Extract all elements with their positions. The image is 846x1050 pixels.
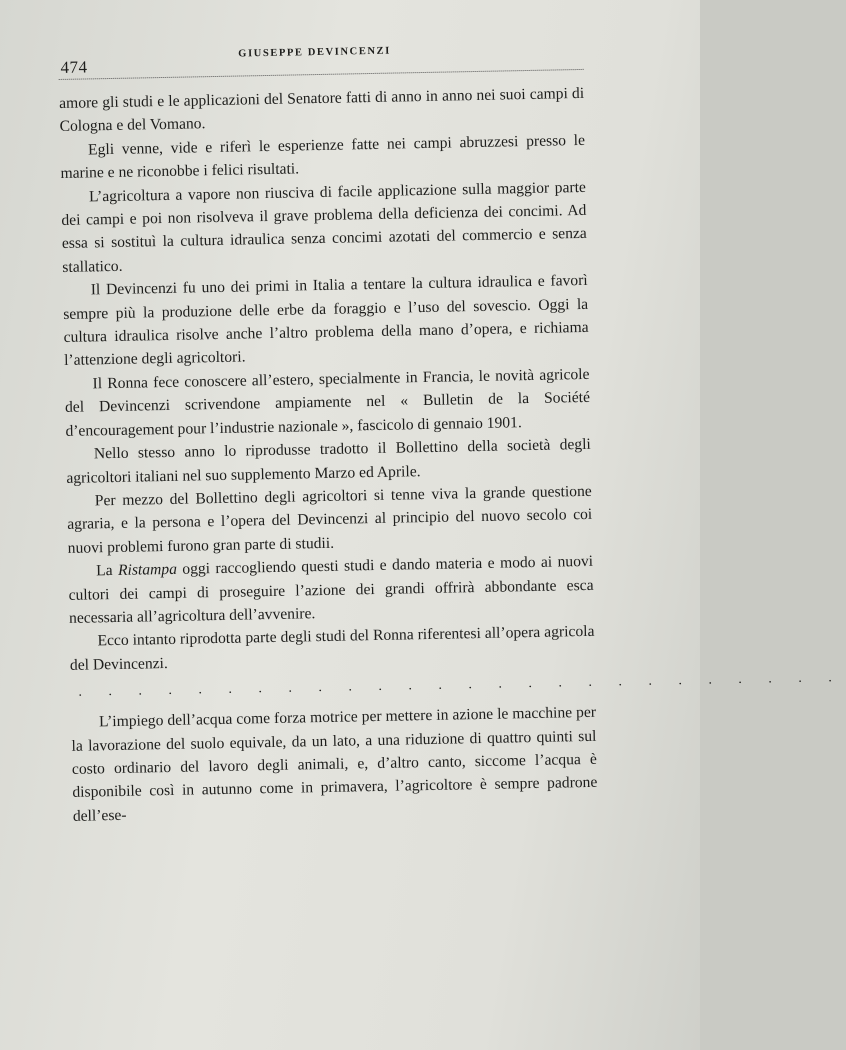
paragraph: Egli venne, vide e riferì le esperienze fatte nei campi abruzzesi presso le marine e ne riconobbe i felici risultati. [60,131,586,183]
running-head: GIUSEPPE DEVINCENZI [238,45,391,60]
page-header [58,32,584,78]
closing-paragraph: L’impiego dell’acqua come forza motrice per mettere in azione le macchine per la lavorazione del suolo equivale, da un lato, a una riduzione di quattro quinti sul costo ordinario del lavoro degli animali, e, d’altro canto, siccome l’acqua è disponibile così in autunno come in primavera, l’agricoltore è sempre padrone dell’ese- [71,703,598,825]
paragraph: Il Devincenzi fu uno dei primi in Italia a tentare la cultura idraulica e favorì sempre più la produzione delle erbe da foraggio e l’uso del sovescio. Oggi la cultura idraulica risolve anche l’altro problema della mano d’opera, e richiama l’attenzione degli agricoltori. [63,272,589,370]
dotted-separator: . . . . . . . . . . . . . . . . . . . . . . . . . . [78,670,844,700]
ristampa-title: Ristampa [117,560,178,580]
paragraph: Per mezzo del Bollettino degli agricoltori si tenne viva la grande questione agraria, e la persona e l’opera del Devincenzi al principio del nuovo secolo coi nuovi problemi furono gran parte di studii. [67,482,593,557]
paragraph: Nello stesso anno lo riprodusse tradotto il Bollettino della società degli agricoltori italiani nel suo supplemento Marzo ed Aprile. [66,435,591,487]
header-rule [59,69,584,80]
ristampa-suffix: oggi raccogliendo questi studi e dando materia e modo ai nuovi cultori dei campi di proseguire l’azione dei grandi offrirà abbondante esca necessaria all’agricoltura dell’avvenire. [68,552,594,627]
paragraph-continued: amore gli studi e le applicazioni del Senatore fatti di anno in anno nei suoi campi di Cologna e del Vomano. [59,84,585,136]
paragraph: Ecco intanto riprodotta parte degli studi del Ronna riferentesi all’opera agricola del Devincenzi. [69,623,595,674]
page-content [58,32,844,828]
paragraph: L’agricoltura a vapore non riusciva di facile applicazione sulla maggior parte dei campi e poi non risolveva il grave problema della deficienza dei concimi. Ad essa si sostituì la cultura idraulica senza concimi azotati del commercio e senza stallatico. [61,178,587,276]
body-text [59,82,844,828]
paragraph-ristampa [68,550,594,630]
paragraph: Il Ronna fece conoscere all’estero, specialmente in Francia, le novità agricole del Devincenzi scrivendone ampiamente nel « Bulletin de la Société d’encouragement pour l’industrie nazionale », fascicolo di gennaio 1901. [64,365,591,440]
page-number: 474 [60,57,88,77]
ristampa-prefix: La [95,562,119,580]
